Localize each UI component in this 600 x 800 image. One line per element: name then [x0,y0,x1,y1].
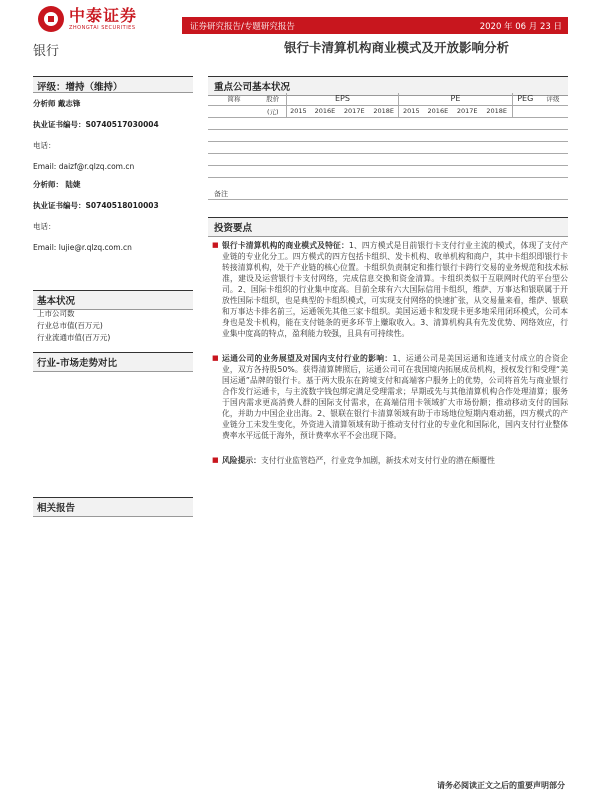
license-label: 执业证书编号： [33,120,86,129]
industry-label: 银行 [33,44,60,59]
license-number: S0740518010003 [85,201,159,210]
year-cell: 2016E [310,105,339,117]
table-note: 备注 [214,190,228,198]
trend-heading: 行业-市场走势对比 [33,352,193,372]
square-bullet-icon: ■ [212,354,219,362]
analyst-role: 分析师 [33,99,56,108]
report-date: 2020 年 06 月 23 日 [479,21,562,32]
analyst-role: 分析师： [33,180,63,189]
company-logo [38,6,137,32]
report-header-bar [182,17,568,34]
highlight-text: 1、四方模式是目前银行卡支付行业主流的模式，体现了支付产业链的专业化分工。四方模式的四方包括卡组织、发卡机构、收单机构和商户，其中卡组织即银行卡转接清算机构，处于产业链的核心位置。卡组织负责制定和推行银行卡跨行交易的业务规范和技术标准，建设及运营银行卡支付网络，完成信息交换和资金清算。卡组织类似于互联网时代的平台型公司。2、国际卡组织的行业集中度高。目前全球有六大国际信用卡组织，维萨、万事达和银联属于开放性国际卡组织，也是典型的卡组织模式，可实现支付网络的快速扩张，从交易量来看，维萨、银联和万事达卡排名前三，运通领先其他三家卡组织。美国运通卡和发现卡更多地采用闭环模式，公司本身也是发卡机构，能在支付链条的更多环节上赚取收入。3、清算机构具有先发优势、网络效应，行业集中度高的特点，盈利能力较强，且具有可持续性。 [222,241,568,338]
analyst-name: 戴志锋 [57,99,81,108]
phone-label: 电话： [33,222,56,231]
investment-highlights [212,240,568,480]
company-table-heading: 重点公司基本状况 [208,76,568,96]
table-subheader-row [208,105,568,117]
email-label: Email: [33,243,57,252]
year-cell: 2016E [423,105,452,117]
square-bullet-icon: ■ [212,456,219,464]
year-cell: 2017E [340,105,369,117]
year-cell: 2015 [286,105,310,117]
related-reports-heading: 相关报告 [33,497,193,517]
report-title: 银行卡清算机构商业模式及开放影响分析 [284,40,510,55]
analyst-name: 陆婕 [65,180,81,189]
table-row [208,165,568,177]
highlight-text: 1、运通公司是美国运通和连通支付成立的合资企业，双方各持股50%。获得清算牌照后，运通公司可在我国境内拓展成员机构，授权发行和受理“美国运通”品牌的银行卡。基于两大股东在跨境支付和高端客户服务上的优势，公司将首先与商业银行合作发行运通卡，与主流数字钱包绑定满足受理需求；早期或先与其他清算机构合作处理清算；服务于国内需求更高消费人群的国际支付需求，在高端信用卡领域扩大市场份额；推动移动支付的国际化，并助力中国企业出海。2、银联在银行卡清算领域有助于市场地位短期内难动摇，四方模式的产业链分工未发生变化，外资进入清算领域有助于推动支付行业的专业化和国际化，国内支付行业整体费率水平远低于海外，预计费率水平不会出现下降。 [222,354,568,440]
email-address[interactable]: daizf@r.qlzq.com.cn [58,162,135,171]
table-row [208,129,568,141]
email-label: Email: [33,162,57,171]
eps-group: EPS [286,93,399,105]
list-item: 行业总市值(百万元) [37,321,103,330]
highlight-text: 支付行业监管趋严，行业竞争加剧，新技术对支付行业的潜在颠覆性 [260,456,495,465]
company-table [208,93,568,178]
year-cell: 2018E [369,105,399,117]
rating-label: 评级 [538,93,568,105]
year-cell: 2017E [453,105,482,117]
phone-label: 电话： [33,141,56,150]
square-bullet-icon: ■ [212,241,219,249]
license-number: S0740517030004 [85,120,159,129]
table-divider [208,199,568,200]
analyst-2 [33,180,193,253]
table-row [208,141,568,153]
table-header-row [208,93,568,105]
highlight-item [212,455,568,466]
list-item: 上市公司数 [37,309,75,318]
analyst-panel [33,76,193,253]
table-row [208,153,568,165]
table-row [208,117,568,129]
col-name: 简称 [208,93,260,105]
rating-box: 评级：增持（维持） [33,76,193,93]
logo-english-name: ZHONGTAI SECURITIES [69,25,136,31]
col-price-unit: (元) [260,105,286,117]
peg-label: PEG [512,93,538,105]
basic-status-list [37,308,110,344]
email-address[interactable]: lujie@r.qlzq.com.cn [58,243,132,252]
license-label: 执业证书编号： [33,201,86,210]
year-cell: 2015 [399,105,423,117]
investment-highlights-heading: 投资要点 [208,217,568,237]
logo-chinese-name: 中泰证券 [69,6,138,25]
year-cell: 2018E [482,105,512,117]
highlight-lead: 运通公司的业务展望及对国内支付行业的影响： [222,354,393,363]
analyst-1 [33,99,193,172]
col-price: 股价 [260,93,286,105]
basic-status-heading: 基本状况 [33,290,193,310]
highlight-lead: 银行卡清算机构的商业模式及特征： [222,241,349,250]
pe-group: PE [399,93,512,105]
highlight-lead: 风险提示： [222,456,261,465]
highlight-item [212,240,568,339]
disclaimer-footer: 请务必阅读正文之后的重要声明部分 [437,781,565,790]
list-item: 行业流通市值(百万元) [37,333,111,342]
logo-emblem-icon [38,6,64,32]
report-category: 证券研究报告/专题研究报告 [190,21,295,32]
highlight-item [212,353,568,441]
